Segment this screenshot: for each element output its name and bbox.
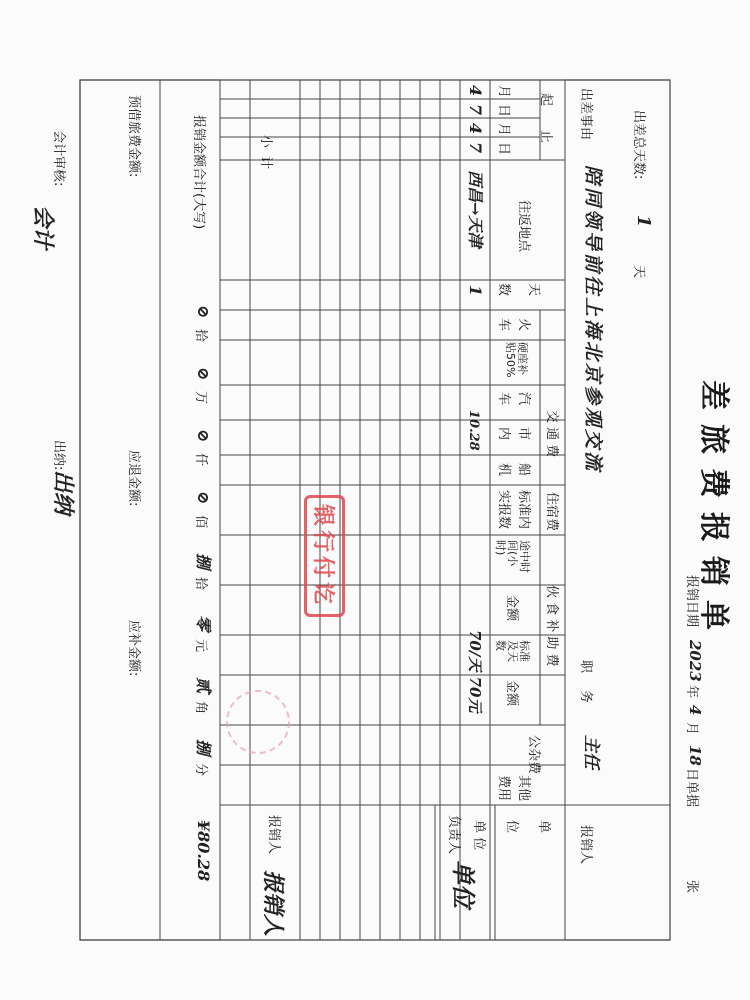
refund-label: 应退金额: (126, 450, 141, 507)
bus-label-2: 车 (496, 392, 511, 406)
unit-head-label-2: 负责人 (446, 815, 461, 855)
days-label: 天 (526, 283, 541, 297)
caps-digit-2: ⊘ (194, 429, 213, 443)
caps-digit-7: 捌 (194, 739, 213, 756)
caps-unit-7: 分 (193, 763, 208, 777)
day-unit: 日单据 (684, 768, 699, 808)
reason-value: 陪同领导前往上海北京参观交流 (582, 165, 604, 474)
flower-seal (226, 690, 290, 754)
hard-seat-label: 硬座补贴50% (504, 342, 529, 378)
days-label-2: 数 (496, 283, 511, 297)
caps-digit-0: ⊘ (194, 305, 213, 319)
meal-amount-label: 金额 (504, 595, 519, 622)
ship-label: 船 (516, 463, 531, 477)
cashier-label: 出纳: (51, 440, 66, 471)
unit-label: 单 (536, 820, 551, 834)
other-label-2: 费用 (496, 775, 511, 802)
report-date-label: 报销日期 (684, 575, 699, 628)
city-label: 市 (516, 427, 531, 441)
caps-digit-4: 捌 (194, 553, 213, 570)
caps-unit-1: 万 (193, 391, 208, 405)
end-month-label: 月 (496, 123, 511, 137)
audit-label: 会计审核: (51, 130, 66, 187)
claimant-label: 报销人 (578, 825, 593, 865)
position-label: 职 (578, 660, 593, 674)
row1-route: 西昌→天津 (466, 170, 485, 248)
total-days-value: 1 (633, 215, 654, 228)
caps-total-label: 报销金额合计(大写) (191, 115, 206, 230)
within-standard-label: 标准内 (516, 490, 531, 530)
report-day: 18 (686, 745, 704, 766)
end-label: 止 (538, 130, 553, 144)
pages-label: 张 (684, 880, 699, 894)
ship-label-2: 机 (496, 463, 511, 477)
row1-city-fee: 10.28 (466, 410, 481, 451)
caps-unit-5: 元 (193, 639, 208, 653)
caps-unit-2: 仟 (193, 453, 208, 467)
caps-digit-5: 零 (194, 615, 213, 632)
other-label: 其他 (516, 775, 531, 802)
cashier-signature: 出纳 (50, 470, 76, 515)
total-days-label: 出差总天数: (631, 110, 646, 180)
caps-digit-3: ⊘ (194, 491, 213, 505)
end-day-label: 日 (496, 142, 511, 156)
row1-meal-standard: 70/天 70元 (466, 630, 484, 713)
unit-head-label: 单 位 (471, 820, 486, 851)
train-label: 火 (516, 318, 531, 332)
paid-stamp: 银行付讫 (304, 495, 345, 617)
row1-end-month: 4 (466, 123, 485, 135)
meal-amount-label-2: 金额 (504, 680, 519, 707)
amount-figure: ¥80.28 (194, 820, 213, 882)
report-year: 2023 (686, 640, 704, 682)
caps-unit-4: 拾 (193, 577, 208, 591)
meal-label: 伙 食 补 助 费 (544, 585, 559, 667)
caps-unit-6: 角 (193, 701, 208, 715)
row1-start-month: 4 (466, 85, 485, 97)
row1-days: 1 (466, 285, 485, 297)
start-label: 起 (538, 93, 553, 107)
position-value: 主任 (581, 735, 601, 769)
reporter-signature: 报销人 (260, 870, 286, 937)
caps-unit-0: 拾 (193, 329, 208, 343)
year-unit: 年 (684, 685, 699, 699)
position-label-2: 务 (578, 690, 593, 704)
standard-days-label: 标准及天数 (494, 640, 531, 662)
caps-digit-6: 贰 (194, 677, 213, 694)
row1-end-day: 7 (466, 142, 485, 154)
report-month: 4 (686, 705, 704, 716)
bus-label: 汽 (516, 392, 531, 406)
lodging-label: 住宿费 (544, 492, 559, 532)
city-label-2: 内 (496, 427, 511, 441)
route-label: 往返地点 (516, 200, 531, 253)
start-day-label: 日 (496, 104, 511, 118)
travel-time-label: 途中时间(小时) (494, 540, 531, 573)
reason-label: 出差事由 (578, 88, 593, 141)
transport-label: 交 通 费 (544, 410, 559, 458)
start-month-label: 月 (496, 85, 511, 99)
caps-unit-3: 佰 (193, 515, 208, 529)
total-days-unit: 天 (631, 265, 646, 279)
unit-head-signature: 单位 (449, 860, 478, 908)
month-unit: 月 (684, 722, 699, 736)
row1-start-day: 7 (466, 104, 485, 116)
unit-label-2: 位 (504, 820, 519, 834)
advance-label: 预借旅费金额: (126, 95, 141, 178)
caps-digit-1: ⊘ (194, 367, 213, 381)
form-title: 差旅费报销单 (696, 380, 731, 644)
audit-signature: 会计 (30, 205, 56, 250)
reporter-label: 报销人 (266, 815, 281, 855)
supplement-label: 应补金额: (126, 620, 141, 677)
train-label-2: 车 (496, 318, 511, 332)
subtotal-label: 小 计 (258, 135, 273, 172)
misc-label: 公杂费 (526, 735, 541, 775)
actual-label: 实报数 (496, 490, 511, 530)
